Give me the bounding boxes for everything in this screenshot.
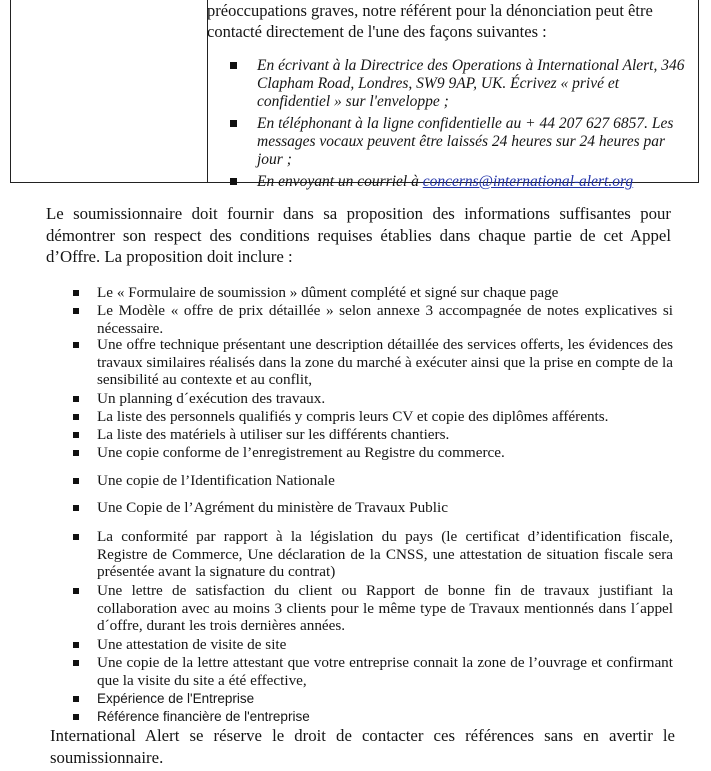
square-bullet-icon (73, 290, 79, 296)
requirement-text: Une copie de l’Identification Nationale (97, 472, 335, 489)
requirement-item (73, 444, 673, 462)
requirement-text: Un planning d´exécution des travaux. (97, 390, 326, 407)
requirement-item (73, 390, 673, 408)
requirement-item (73, 636, 673, 654)
contact-method-text: En téléphonant à la ligne confidentielle au + 44 207 627 6857. Les messages vocaux peuvent être laissés 24 heures sur 24 heures par jour ; (257, 115, 674, 168)
requirement-item (73, 472, 673, 490)
square-bullet-icon (73, 714, 79, 720)
email-link[interactable]: concerns@international-alert.org (422, 173, 634, 190)
requirement-text: Une Copie de l’Agrément du ministère de Travaux Public (97, 499, 448, 516)
requirement-text: La liste des personnels qualifiés y compris leurs CV et copie des diplômes afférents. (97, 408, 609, 425)
requirement-item (73, 408, 673, 426)
requirement-text: Une copie de la lettre attestant que votre entreprise connait la zone de l’ouvrage et confirmant que la visite du site a été effective, (97, 654, 673, 689)
requirement-item (73, 582, 673, 635)
requirement-text: Une copie conforme de l’enregistrement au Registre du commerce. (97, 444, 505, 461)
requirement-text: Le « Formulaire de soumission » dûment complété et signé sur chaque page (97, 284, 559, 301)
requirement-item (73, 284, 673, 302)
square-bullet-icon (73, 414, 79, 420)
requirement-item (73, 336, 673, 389)
contact-method-email (230, 173, 690, 191)
square-bullet-icon (73, 534, 79, 540)
square-bullet-icon (73, 432, 79, 438)
square-bullet-icon (230, 120, 237, 127)
square-bullet-icon (73, 696, 79, 702)
requirement-text: Une offre technique présentant une description détaillée des services offerts, les évidences des travaux similaires réalisés dans la zone du marché à exécuter ainsi que la prise en compte de la sensibilité au contexte et au conflit, (97, 336, 673, 388)
contact-method-text: En écrivant à la Directrice des Operations à International Alert, 346 Clapham Road, Londres, SW9 9AP, UK. Écrivez « privé et confidentiel » sur l'enveloppe ; (257, 57, 685, 110)
square-bullet-icon (73, 342, 79, 348)
square-bullet-icon (73, 505, 79, 511)
square-bullet-icon (73, 660, 79, 666)
closing-paragraph: International Alert se réserve le droit de contacter ces références sans en avertir le soumissionnaire. (50, 726, 675, 767)
square-bullet-icon (73, 588, 79, 594)
square-bullet-icon (230, 178, 237, 185)
contact-method-phone (230, 115, 690, 169)
requirement-text: Une attestation de visite de site (97, 636, 287, 653)
requirement-item (73, 654, 673, 689)
square-bullet-icon (73, 642, 79, 648)
square-bullet-icon (73, 450, 79, 456)
requirement-text: Référence financière de l'entreprise (97, 709, 310, 724)
requirement-text: La liste des matériels à utiliser sur les différents chantiers. (97, 426, 450, 443)
requirement-item (73, 426, 673, 444)
contact-method-text: En envoyant un courriel à (257, 173, 423, 190)
square-bullet-icon (73, 308, 79, 314)
requirement-item (73, 302, 673, 337)
contact-method-mail (230, 57, 690, 111)
square-bullet-icon (73, 396, 79, 402)
requirement-text: Une lettre de satisfaction du client ou Rapport de bonne fin de travaux justifiant la collaboration avec au moins 3 clients pour le même type de Travaux mentionnés dans l´appel d´offre, durant les trois dernières années. (97, 582, 673, 634)
requirement-item (73, 499, 673, 517)
intro-paragraph: Le soumissionnaire doit fournir dans sa proposition des informations suffisantes pour démontrer son respect des conditions requises établies dans chaque partie de cet Appel d’Offre. La proposition doit inclure : (46, 204, 671, 266)
requirement-item (73, 690, 673, 708)
requirement-item (73, 528, 673, 581)
square-bullet-icon (73, 478, 79, 484)
requirement-text: La conformité par rapport à la législation du pays (le certificat d’identification fiscale, Registre de Commerce, Une déclaration de la CNSS, une attestation de situation fiscale sera présentée avant la signature du contrat) (97, 528, 673, 580)
requirement-text: Le Modèle « offre de prix détaillée » selon annexe 3 accompagnée de notes explicatives si nécessaire. (97, 302, 673, 337)
requirement-item (73, 708, 673, 726)
contact-intro-text: préoccupations graves, notre référent pour la dénonciation peut être contacté directement de l'une des façons suivantes : (207, 1, 653, 41)
contact-methods-list (230, 57, 690, 191)
requirement-text: Expérience de l'Entreprise (97, 691, 255, 706)
square-bullet-icon (230, 62, 237, 69)
